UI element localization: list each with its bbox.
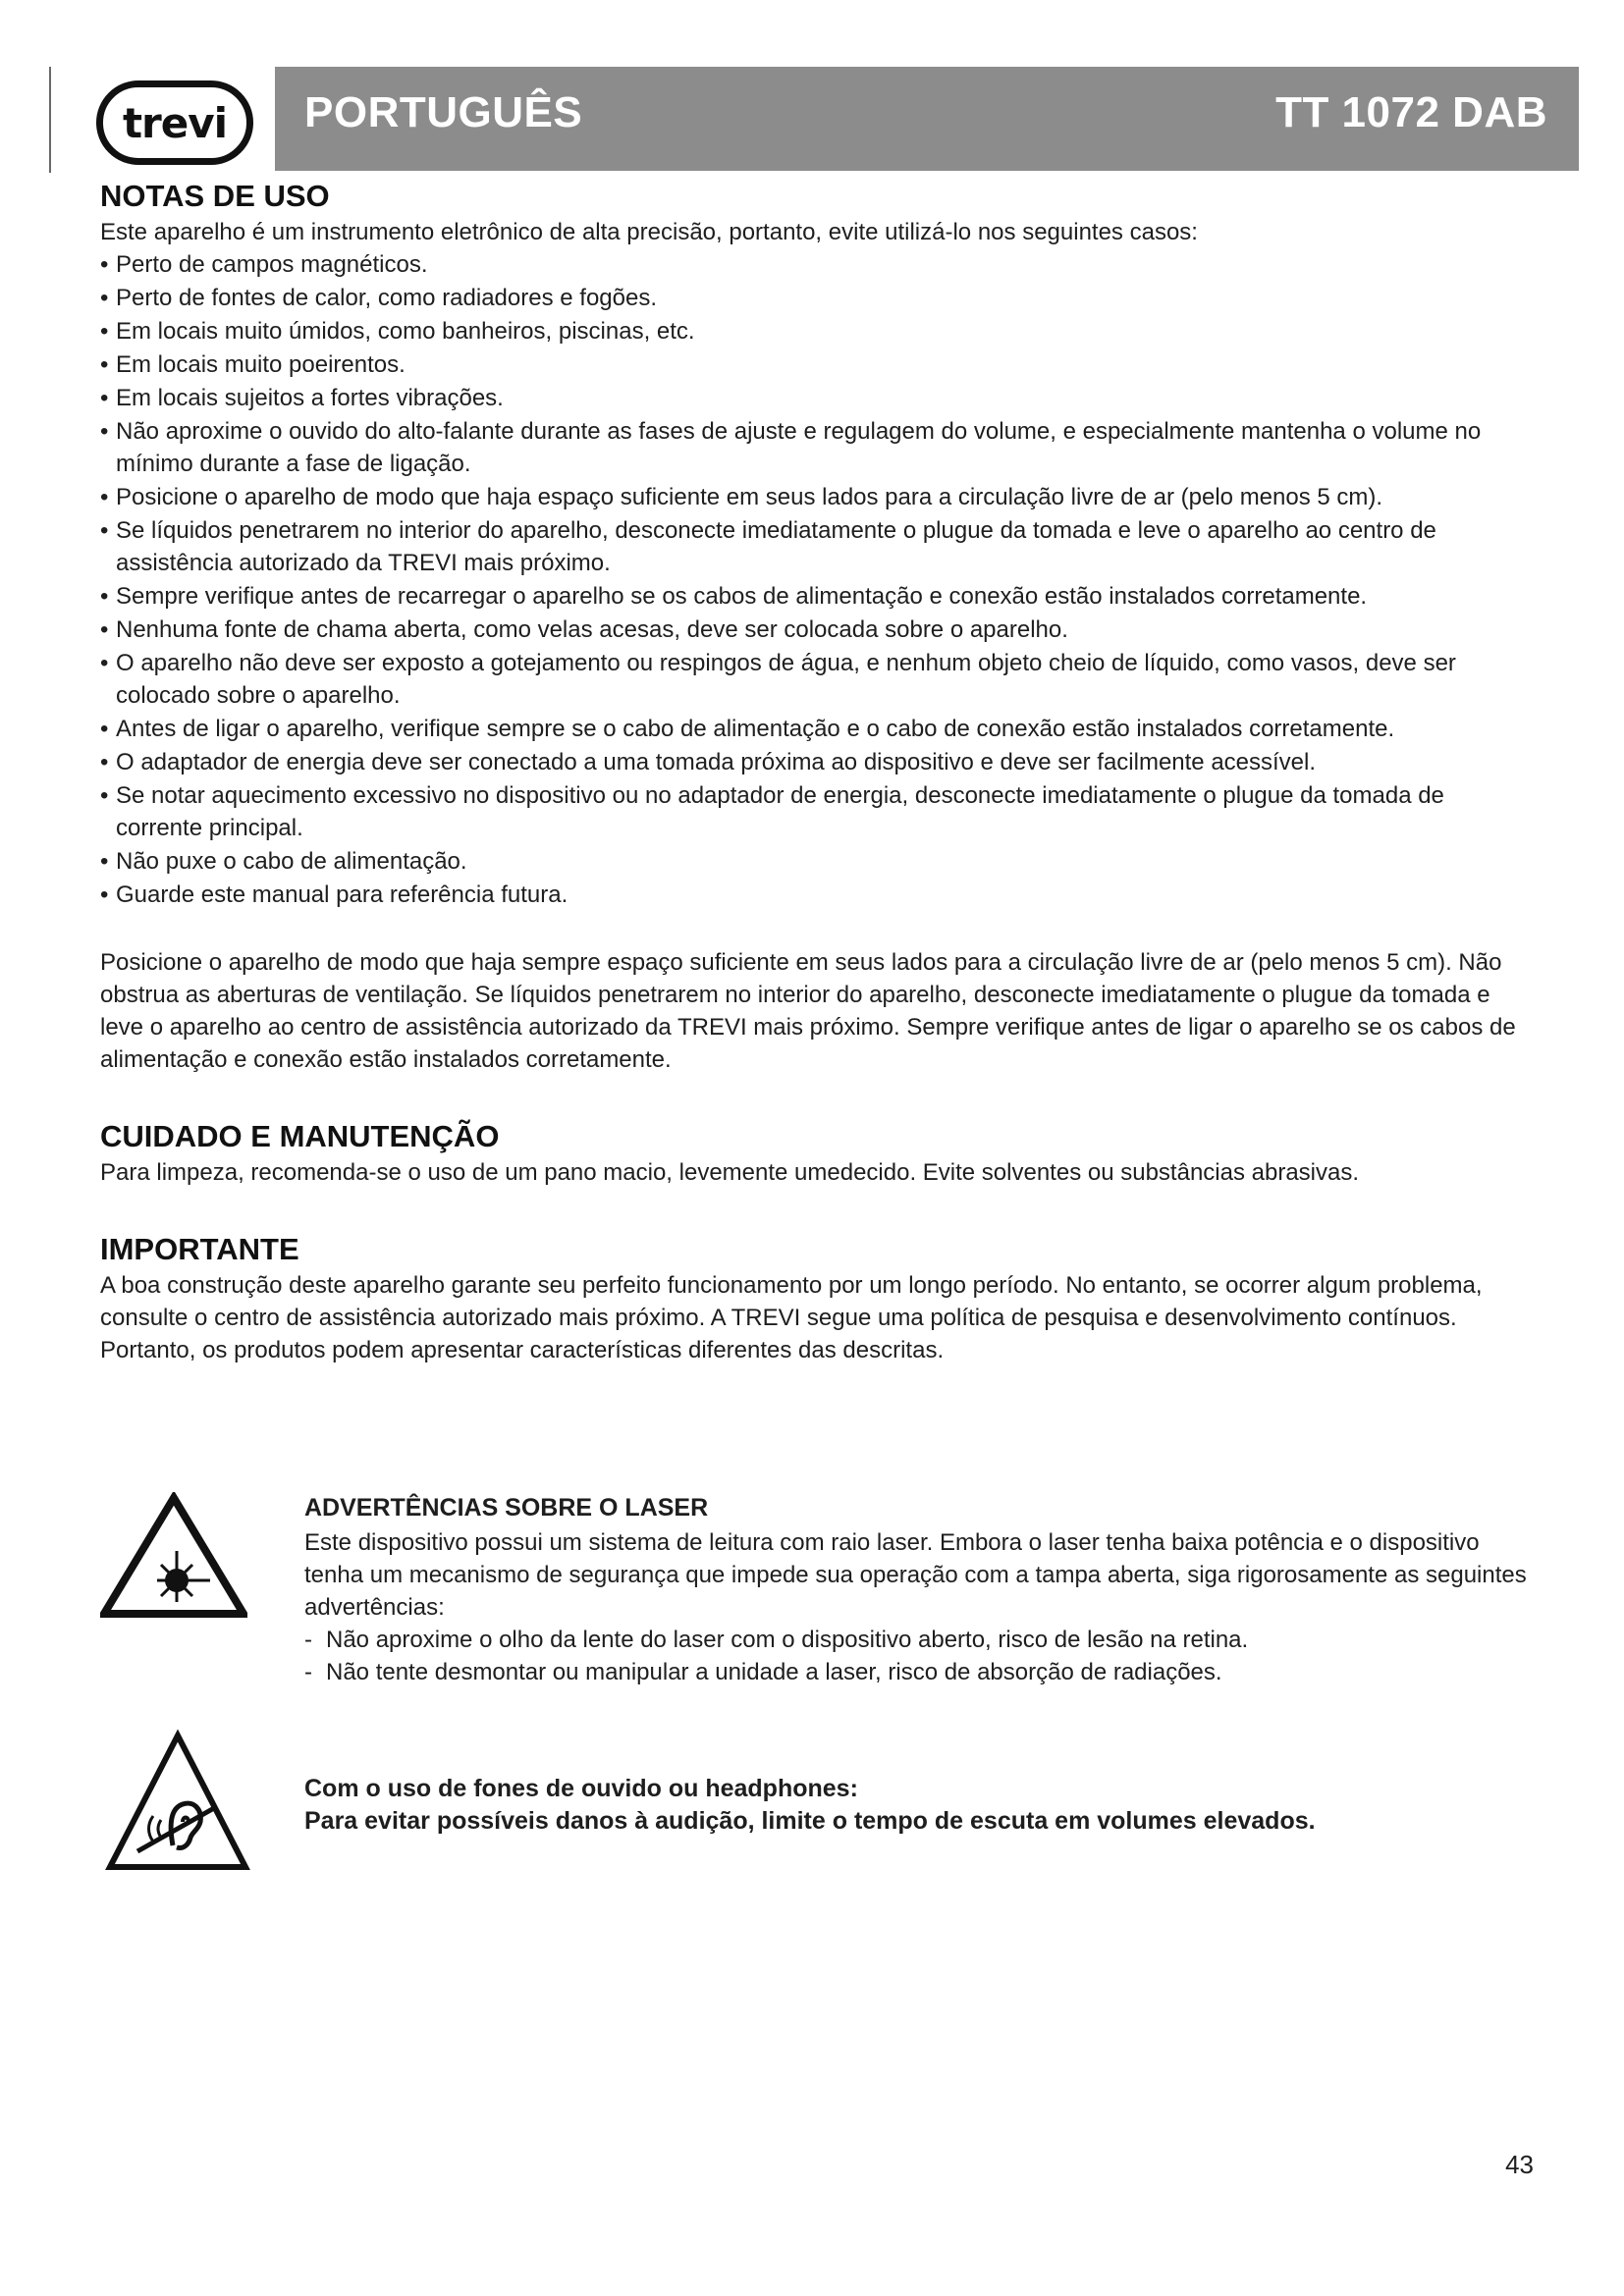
margin-line (49, 67, 51, 173)
list-item: • Perto de campos magnéticos. (100, 248, 1534, 281)
section-title-cuidado: CUIDADO E MANUTENÇÃO (100, 1119, 500, 1153)
list-item: • Se notar aquecimento excessivo no dispositivo ou no adaptador de energia, desconecte imediatamente o plugue da tomada de corrente principal. (100, 779, 1534, 844)
list-item: • Em locais muito úmidos, como banheiros, piscinas, etc. (100, 315, 1534, 347)
list-item: • Guarde este manual para referência futura. (100, 879, 1534, 911)
main-content (100, 177, 1534, 1366)
trevi-logo: trevi (96, 80, 253, 165)
list-item: • O adaptador de energia deve ser conectado a uma tomada próxima ao dispositivo e deve ser facilmente acessível. (100, 746, 1534, 778)
page-number: 43 (1505, 2150, 1534, 2179)
laser-warning-title: ADVERTÊNCIAS SOBRE O LASER (304, 1494, 709, 1522)
notas-list (100, 248, 1534, 911)
hearing-warning-block (100, 1728, 1534, 1885)
list-item: • Sempre verifique antes de recarregar o aparelho se os cabos de alimentação e conexão estão instalados corretamente. (100, 580, 1534, 613)
list-item: • Não aproxime o ouvido do alto-falante durante as fases de ajuste e regulagem do volume, e especialmente mantenha o volume no mínimo durante a fase de ligação. (100, 415, 1534, 480)
laser-warning-body: Este dispositivo possui um sistema de leitura com raio laser. Embora o laser tenha baixa potência e o dispositivo tenha um mecanismo de segurança que impede sua operação com a tampa aberta, siga rigorosamente as seguintes advertências: (304, 1529, 1527, 1621)
list-item: • Posicione o aparelho de modo que haja espaço suficiente em seus lados para a circulação livre de ar (pelo menos 5 cm). (100, 481, 1534, 513)
laser-warning-block (100, 1492, 1534, 1718)
hearing-warning-icon (104, 1728, 251, 1875)
hearing-warning-line2: Para evitar possíveis danos à audição, limite o tempo de escuta em volumes elevados. (304, 1807, 1316, 1835)
list-item: • Se líquidos penetrarem no interior do aparelho, desconecte imediatamente o plugue da tomada e leve o aparelho ao centro de assistência autorizado da TREVI mais próximo. (100, 514, 1534, 579)
list-item: - Não aproxime o olho da lente do laser com o dispositivo aberto, risco de lesão na retina. (304, 1624, 1532, 1656)
list-item: • Nenhuma fonte de chama aberta, como velas acesas, deve ser colocada sobre o aparelho. (100, 614, 1534, 646)
cuidado-text: Para limpeza, recomenda-se o uso de um pano macio, levemente umedecido. Evite solventes ou substâncias abrasivas. (100, 1159, 1360, 1186)
list-item: • O aparelho não deve ser exposto a gotejamento ou respingos de água, e nenhum objeto cheio de líquido, como vasos, deve ser colocado sobre o aparelho. (100, 647, 1534, 712)
header-banner (275, 67, 1579, 171)
model-name: TT 1072 DAB (1275, 88, 1547, 136)
laser-warning-list (304, 1624, 1532, 1688)
notas-paragraph: Posicione o aparelho de modo que haja sempre espaço suficiente em seus lados para a circulação livre de ar (pelo menos 5 cm). Não obstrua as aberturas de ventilação. Se líquidos penetrarem no interior do aparelho, desconecte imediatamente o plugue da tomada e leve o aparelho ao centro de assistência autorizado da TREVI mais próximo. Sempre verifique antes de ligar o aparelho se os cabos de alimentação e conexão estão instalados corretamente. (100, 949, 1516, 1073)
list-item: • Antes de ligar o aparelho, verifique sempre se o cabo de alimentação e o cabo de conexão estão instalados corretamente. (100, 713, 1534, 745)
notas-intro: Este aparelho é um instrumento eletrônico de alta precisão, portanto, evite utilizá-lo nos seguintes casos: (100, 219, 1198, 245)
laser-warning-icon (100, 1492, 247, 1620)
list-item: • Perto de fontes de calor, como radiadores e fogões. (100, 282, 1534, 314)
list-item: - Não tente desmontar ou manipular a unidade a laser, risco de absorção de radiações. (304, 1656, 1532, 1688)
list-item: • Em locais sujeitos a fortes vibrações. (100, 382, 1534, 414)
hearing-warning-line1: Com o uso de fones de ouvido ou headphones: (304, 1775, 858, 1802)
list-item: • Em locais muito poeirentos. (100, 348, 1534, 381)
section-title-notas: NOTAS DE USO (100, 179, 330, 213)
laser-warning-text (304, 1492, 1532, 1688)
hearing-warning-text (304, 1773, 1532, 1838)
importante-text: A boa construção deste aparelho garante seu perfeito funcionamento por um longo período. No entanto, se ocorrer algum problema, consulte o centro de assistência autorizado mais próximo. A TREVI segue uma política de pesquisa e desenvolvimento contínuos. Portanto, os produtos podem apresentar características diferentes das descritas. (100, 1272, 1483, 1363)
list-item: • Não puxe o cabo de alimentação. (100, 845, 1534, 878)
language-title: PORTUGUÊS (304, 88, 583, 136)
section-title-importante: IMPORTANTE (100, 1232, 299, 1266)
